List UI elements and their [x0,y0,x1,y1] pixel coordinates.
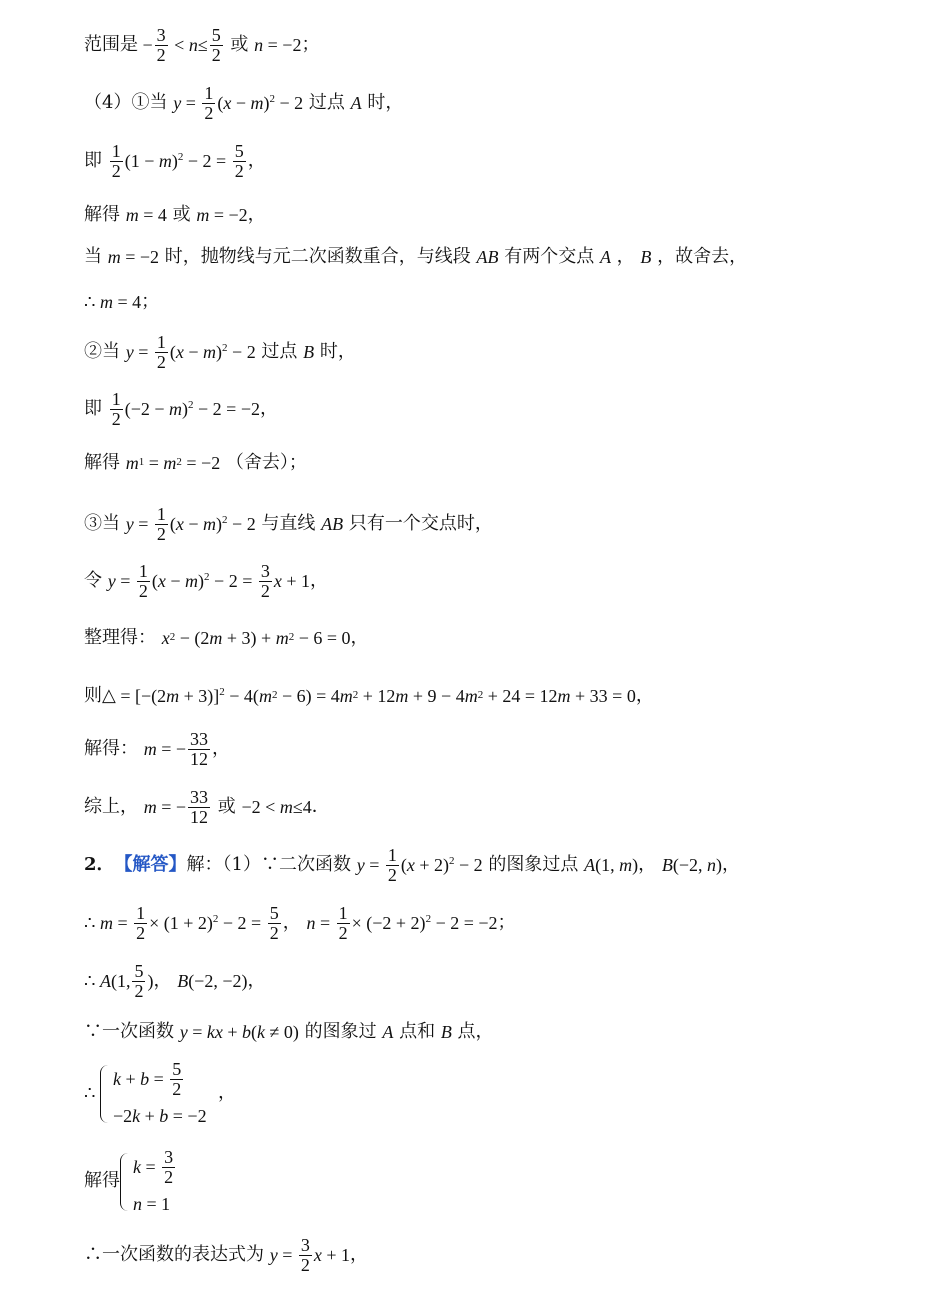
line-solve-m: 解得 m = 4 或 m = −2 ， [84,204,266,225]
equation-system: k + b = $\frac{5}{2}$ −2 k + b = −2 [100,1060,207,1127]
brace-icon [100,1065,109,1123]
fraction: $\frac{1}{2}$ [387,845,397,885]
line-discard: 当 m = −2 时，抛物线与元二次函数重合，与线段 AB 有两个交点 A ， B ，故舍去， [84,246,748,267]
line-range-result: 范围是 − $\frac{3}{2}$ < n ≤ $\frac{5}{2}$ 或 n = −2 ； [84,25,320,65]
fraction: $\frac{1}{2}$ [338,903,348,943]
fraction: $\frac{3}{2}$ [260,561,270,601]
line-case-4-3: ③当 y = $\frac{1}{2}$ ( x − m )$^2$ − 2 与直线 AB 只有一个交点时， [84,504,493,544]
line-solve-m-33: 解得： m = − $\frac{33}{12}$ ， [84,729,231,769]
line-equation-b: 即 $\frac{1}{2}$ (−2 − m )$^2$ − 2 = −2 ， [84,389,278,429]
fraction: $\frac{33}{12}$ [190,729,209,769]
line-set-equal: 令 y = $\frac{1}{2}$ ( x − m )$^2$ − 2 = $\frac{3}{2}$ x + 1 ， [84,561,329,601]
equation-system: k = $\frac{3}{2}$ n = 1 [120,1148,177,1215]
fraction: $\frac{1}{2}$ [156,504,166,544]
line-compute-mn: ∴ m = $\frac{1}{2}$ × $(1 + 2)^2 - 2$ = $\frac{5}{2}$ ， n = $\frac{1}{2}$ × $(-2 + 2)^2 - 2 = -2$ ； [84,903,516,943]
solve-label: 解得 [84,1170,120,1192]
fraction: $\frac{1}{2}$ [156,332,166,372]
line-linear-function: ∵一次函数 y = kx + b ( k ≠ 0) 的图象过 A 点和 B 点， [84,1021,494,1042]
fraction: $\frac{1}{2}$ [138,561,148,601]
brace-icon [120,1153,129,1211]
line-equation-a: 即 $\frac{1}{2}$ (1 − m )$^2$ − 2 = $\frac{5}{2}$ ， [84,141,266,181]
fraction: $\frac{1}{2}$ [111,389,121,429]
question-number: 2． [84,854,115,876]
answer-tag: 【解答】 [114,854,187,876]
line-final-expression: ∴一次函数的表达式为 y = $\frac{3}{2}$ x + 1 ， [84,1235,369,1275]
fraction: $\frac{1}{2}$ [136,903,146,943]
fraction: $\frac{5}{2}$ [211,25,221,65]
line-case-4-1: （4）①当 y = $\frac{1}{2}$ ( x − m )$^2$ − 2 过点 A 时， [84,83,404,123]
fraction: $\frac{5}{2}$ [172,1059,182,1099]
line-system-2 [84,1148,177,1215]
fraction: $\frac{5}{2}$ [134,961,144,1001]
line-problem-2: 2． 【解答】 解：（1）∵二次函数 y = $\frac{1}{2}$ ( x + 2)$^2$ − 2 的图象过点 A (1, m ) ， B (−2, n ) ， [84,845,741,885]
fraction: $\frac{3}{2}$ [300,1235,310,1275]
line-system-1: ∴ k + b = $\frac{5}{2}$ −2 k + b = −2 ， [84,1059,237,1126]
fraction: $\frac{5}{2}$ [269,903,279,943]
fraction: $\frac{33}{12}$ [190,787,209,827]
line-points: ∴ A (1, $\frac{5}{2}$ ) ， B (−2, −2) ， [84,961,266,1001]
line-m-4: ∴ m = 4 ； [84,291,160,312]
fraction: $\frac{3}{2}$ [164,1147,174,1187]
line-solve-m12: 解得 m 1 = m 2 = −2 （舍去）； [84,452,307,473]
line-case-4-2: ②当 y = $\frac{1}{2}$ ( x − m )$^2$ − 2 过点 B 时， [84,332,356,372]
line-discriminant: 则△ = [−(2 m + 3)]$^2$ − 4( m 2 − 6) = 4 m 2 + 12 m + 9 − 4 m 2 + 24 = 12 m + 33 = 0 ， [84,685,654,706]
line-conclusion: 综上， m = − $\frac{33}{12}$ 或 −2 < m ≤4 ． [84,787,330,827]
line-simplify: 整理得： x 2 − (2 m + 3) + m 2 − 6 = 0 ， [84,627,369,648]
fraction: $\frac{3}{2}$ [156,25,166,65]
fraction: $\frac{5}{2}$ [234,141,244,181]
fraction: $\frac{1}{2}$ [204,83,214,123]
fraction: $\frac{1}{2}$ [111,141,121,181]
